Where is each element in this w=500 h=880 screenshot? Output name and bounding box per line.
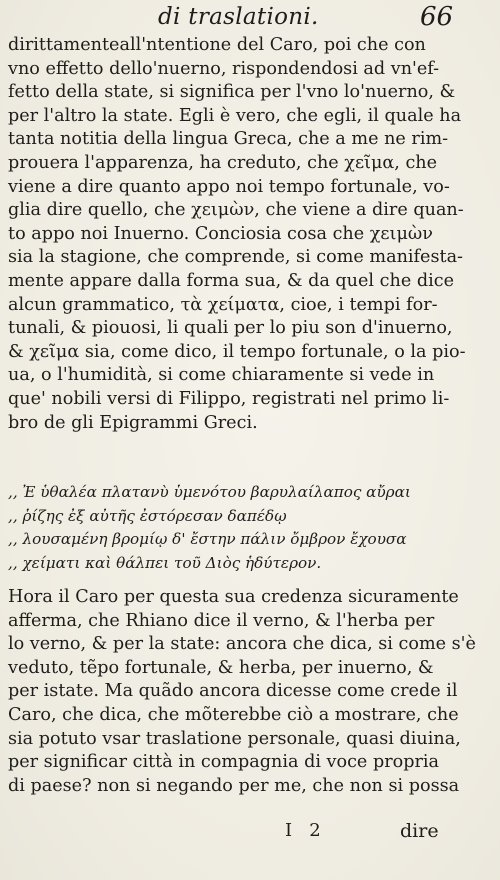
text-line: per l'altro la state. Egli è vero, che egli, il quale ha [8, 105, 462, 126]
signature-mark: I 2 [285, 820, 321, 841]
text-line: lo verno, & per la state: ancora che dica, si come s'è [8, 634, 476, 655]
text-line: bro de gli Epigrammi Greci. [8, 412, 258, 433]
verse-line: ,, Ἐ ὑθαλέα πλατανὺ ὑμενότου βαρυλαίλαπος αὔραι [8, 483, 411, 501]
greek-epigram [8, 481, 478, 575]
text-line: sia potuto vsar traslatione personale, quasi diuina, [8, 728, 461, 749]
text-line: mente appare dalla forma sua, & da quel che dice [8, 270, 454, 291]
text-line: fetto della state, si significa per l'vno lo'nuerno, & [8, 82, 456, 103]
page-footer [0, 820, 500, 850]
page-header [0, 2, 500, 32]
text-line: tanta notitia della lingua Greca, che a me ne rim- [8, 129, 449, 150]
catchword: dire [400, 820, 439, 842]
running-title: di traslationi. [158, 4, 319, 30]
verse-line: ,, λουσαμένη βρομίῳ δ' ἔστην πάλιν ὄμβρον ἔχουσα [8, 530, 407, 548]
paragraph-1 [8, 34, 478, 435]
text-line: sia la stagione, che comprende, si come manifesta- [8, 247, 464, 268]
text-line: & χεῖμα sia, come dico, il tempo fortunale, o la pio- [8, 341, 466, 362]
text-line: to appo noi Inuerno. Conciosia cosa che χειμὼν [8, 223, 433, 244]
text-line: dirittamenteall'ntentione del Caro, poi che con [8, 35, 426, 55]
paragraph-2 [8, 586, 478, 798]
text-line: que' nobili versi di Filippo, registrati nel primo li- [8, 388, 450, 409]
text-line: afferma, che Rhiano dice il verno, & l'herba per [8, 610, 435, 631]
text-line: Hora il Caro per questa sua credenza sicuramente [8, 587, 459, 607]
text-line: per istate. Ma quãdo ancora dicesse come crede il [8, 681, 458, 702]
verse-line: ,, ῥίζης ἐξ αὐτῆς ἐστόρεσαν δαπέδῳ [8, 506, 287, 525]
text-line: veduto, tẽpo fortunale, & herba, per inuerno, & [8, 657, 434, 678]
text-line: vno effetto dello'nuerno, rispondendosi ad vn'ef- [8, 58, 440, 79]
verse-line: ,, χείματι καὶ θάλπει τοῦ Διὸς ἡδύτερον. [8, 553, 322, 572]
text-line: Caro, che dica, che mõterebbe ciò a mostrare, che [8, 704, 459, 725]
text-line: ua, o l'humidità, si come chiaramente si vede in [8, 365, 435, 386]
text-line: tunali, & piouosi, li quali per lo piu son d'inuerno, [8, 318, 453, 339]
text-line: per significar città in compagnia di voce propria [8, 752, 439, 773]
text-line: alcun grammatico, τὰ χείματα, cioe, i tempi for- [8, 294, 438, 315]
page-number: 66 [420, 2, 454, 32]
text-line: di paese? non si negando per me, che non si possa [8, 775, 460, 796]
text-line: glia dire quello, che χειμὼν, che viene a dire quan- [8, 200, 464, 221]
text-line: viene a dire quanto appo noi tempo fortunale, vo- [8, 176, 450, 197]
text-line: prouera l'apparenza, ha creduto, che χεῖμα, che [8, 152, 438, 173]
